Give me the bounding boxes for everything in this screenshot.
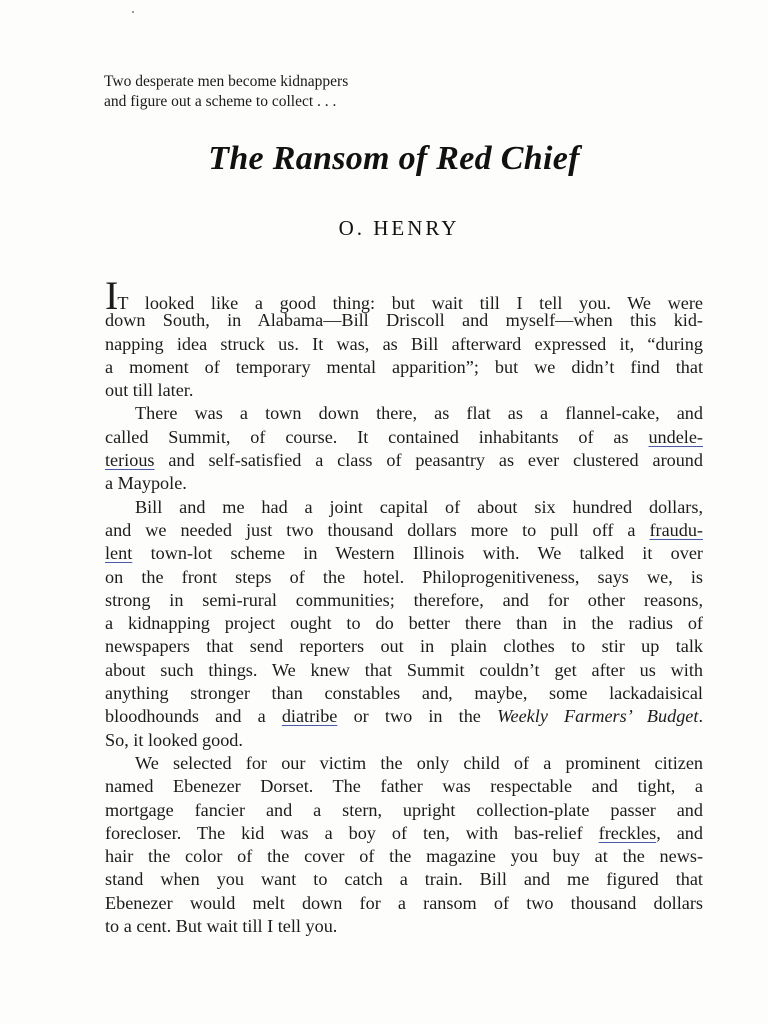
text-line	[105, 705, 703, 728]
text-line	[105, 822, 703, 845]
text-line	[105, 449, 703, 472]
link-undeleterious-cont[interactable]: terious	[105, 450, 155, 471]
text-line: napping idea struck us. It was, as Bill afterward expressed it, “during	[105, 333, 703, 354]
line-text: town-lot scheme in Western Illinois with. We talked it over	[132, 543, 703, 564]
link-fraudulent[interactable]: fraudu-	[649, 519, 703, 540]
text-line: a kidnapping project ought to do better there than in the radius of	[105, 613, 703, 634]
text-line: about such things. We knew that Summit couldn’t get after us with	[105, 659, 703, 680]
text-line: on the front steps of the hotel. Philoprogenitiveness, says we, is	[105, 566, 703, 587]
text-line: There was a town down there, as flat as a flannel-cake, and	[135, 403, 703, 424]
text-line: to a cent. But wait till I tell you.	[105, 916, 338, 937]
line-text: called Summit, of course. It contained inhabitants of as	[105, 426, 649, 447]
link-freckles[interactable]: freckles	[598, 822, 657, 843]
text-line: named Ebenezer Dorset. The father was respectable and tight, a	[105, 776, 703, 797]
text-line: a moment of temporary mental apparition”; but we didn’t find that	[105, 356, 703, 377]
story-blurb	[104, 72, 524, 112]
scan-speck	[132, 11, 134, 13]
text-line: down South, in Alabama—Bill Driscoll and myself—when this kid-	[105, 310, 703, 331]
text-line	[105, 273, 703, 318]
text-line: anything stronger than constables and, maybe, some lackadaisical	[105, 683, 703, 704]
line-text: .	[698, 706, 703, 727]
link-undeleterious[interactable]: undele-	[648, 426, 703, 447]
drop-cap: I	[105, 273, 118, 318]
text-line: mortgage fancier and a stern, upright collection-plate passer and	[105, 799, 703, 820]
story-title: The Ransom of Red Chief	[208, 140, 580, 177]
text-line: a Maypole.	[105, 473, 187, 494]
text-line: So, it looked good.	[105, 729, 243, 750]
story-body	[105, 273, 703, 938]
story-author: O. HENRY	[338, 216, 460, 240]
line-text: bloodhounds and a	[105, 706, 282, 727]
line-text: or two in the	[337, 706, 498, 727]
text-line: newspapers that send reporters out in plain clothes to stir up talk	[105, 636, 703, 657]
line-text: T looked like a good thing: but wait till I tell you. We were	[117, 293, 703, 313]
text-line: strong in semi-rural communities; therefore, and for other reasons,	[105, 589, 703, 610]
text-line	[105, 426, 703, 449]
text-line: Bill and me had a joint capital of about six hundred dollars,	[135, 496, 703, 517]
text-line: hair the color of the cover of the magazine you buy at the news-	[105, 846, 703, 867]
text-line	[105, 519, 703, 542]
text-line: Ebenezer would melt down for a ransom of two thousand dollars	[105, 892, 703, 913]
line-text: , and	[656, 822, 703, 843]
line-text: forecloser. The kid was a boy of ten, with bas-relief	[105, 822, 599, 843]
blurb-line: Two desperate men become kidnappers	[104, 73, 349, 90]
newspaper-name: Weekly Farmers’ Budget	[497, 706, 699, 727]
blurb-line: and figure out a scheme to collect . . .	[104, 93, 337, 110]
text-line: We selected for our victim the only child of a prominent citizen	[135, 752, 703, 773]
text-line: stand when you want to catch a train. Bill and me figured that	[105, 869, 703, 890]
link-diatribe[interactable]: diatribe	[281, 706, 338, 727]
text-line	[105, 542, 703, 565]
text-line: out till later.	[105, 380, 194, 401]
line-text: and we needed just two thousand dollars more to pull off a	[105, 519, 650, 540]
line-text: and self-satisfied a class of peasantry as ever clustered around	[154, 450, 703, 471]
link-fraudulent-cont[interactable]: lent	[105, 543, 133, 564]
